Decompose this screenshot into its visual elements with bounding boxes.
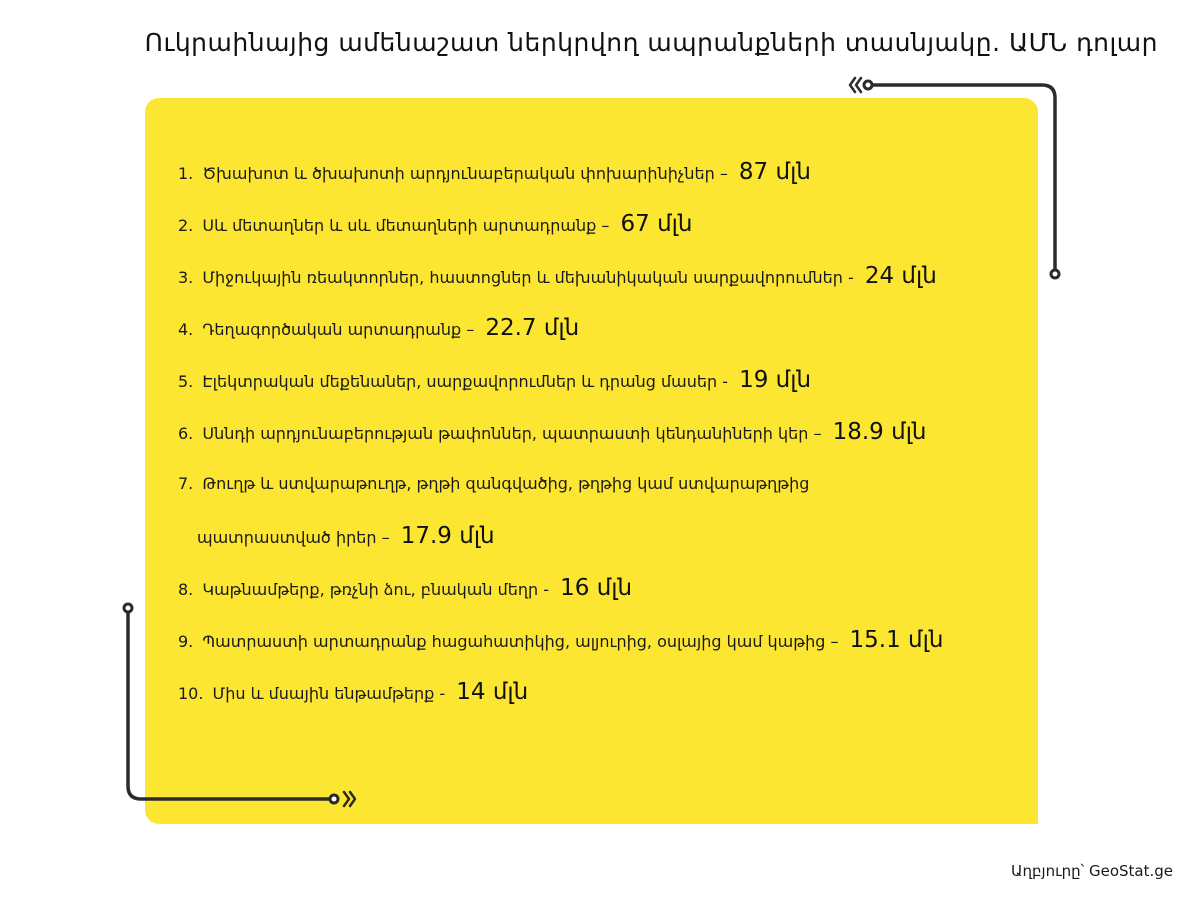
item-value: 14 մլն bbox=[456, 679, 529, 705]
list-item-continuation bbox=[178, 514, 1038, 566]
item-label: Միս և մսային ենթամթերք - bbox=[212, 684, 446, 703]
item-value: 17.9 մլն bbox=[400, 523, 495, 549]
item-value: 15.1 մլն bbox=[849, 627, 944, 653]
item-number: 10. bbox=[178, 684, 204, 703]
item-value: 87 մլն bbox=[738, 159, 811, 185]
item-number: 9. bbox=[178, 632, 194, 651]
item-value: 18.9 մլն bbox=[832, 419, 927, 445]
item-label: Սև մետաղներ և սև մետաղների արտադրանք – bbox=[202, 216, 610, 235]
chevrons-left-icon bbox=[850, 78, 861, 92]
list-item bbox=[178, 150, 1038, 202]
item-number: 2. bbox=[178, 216, 194, 235]
list-item bbox=[178, 358, 1038, 410]
list-item bbox=[178, 462, 1038, 514]
item-label: Պատրաստի արտադրանք հացահատիկից, ալյուրից, օսլայից կամ կաթից – bbox=[202, 632, 839, 651]
item-number: 4. bbox=[178, 320, 194, 339]
item-number: 7. bbox=[178, 474, 194, 493]
item-label: Սննդի արդյունաբերության թափոններ, պատրաստի կենդանիների կեր – bbox=[202, 424, 822, 443]
item-label: Ծխախոտ և ծխախոտի արդյունաբերական փոխարինիչներ – bbox=[202, 164, 728, 183]
item-number: 5. bbox=[178, 372, 194, 391]
item-value: 24 մլն bbox=[864, 263, 937, 289]
item-label: Միջուկային ռեակտորներ, հաստոցներ և մեխանիկական սարքավորումներ - bbox=[202, 268, 854, 287]
item-label: Էլեկտրական մեքենաներ, սարքավորումներ և դրանց մասեր - bbox=[202, 372, 728, 391]
import-list bbox=[178, 150, 1038, 722]
list-item bbox=[178, 618, 1038, 670]
list-item bbox=[178, 670, 1038, 722]
list-item bbox=[178, 566, 1038, 618]
list-item bbox=[178, 306, 1038, 358]
item-label: Թուղթ և ստվարաթուղթ, թղթի զանգվածից, թղթից կամ ստվարաթղթից bbox=[202, 474, 810, 493]
item-value: 22.7 մլն bbox=[485, 315, 580, 341]
item-value: 67 մլն bbox=[620, 211, 693, 237]
item-number: 8. bbox=[178, 580, 194, 599]
item-number: 6. bbox=[178, 424, 194, 443]
item-number: 1. bbox=[178, 164, 194, 183]
page-title: Ուկրաինայից ամենաշատ ներկրվող ապրանքների տասնյակը. ԱՄՆ դոլար bbox=[144, 28, 1158, 57]
list-item bbox=[178, 254, 1038, 306]
source-credit: Աղբյուրը՝ GeoStat.ge bbox=[1011, 862, 1173, 880]
list-item bbox=[178, 410, 1038, 462]
item-number: 3. bbox=[178, 268, 194, 287]
item-label-continuation: պատրաստված իրեր – bbox=[197, 528, 390, 547]
item-value: 16 մլն bbox=[560, 575, 633, 601]
content-card bbox=[145, 98, 1038, 824]
item-label: Կաթնամթերք, թռչնի ձու, բնական մեղր - bbox=[202, 580, 550, 599]
item-label: Դեղագործական արտադրանք – bbox=[202, 320, 475, 339]
list-item bbox=[178, 202, 1038, 254]
item-value: 19 մլն bbox=[739, 367, 812, 393]
